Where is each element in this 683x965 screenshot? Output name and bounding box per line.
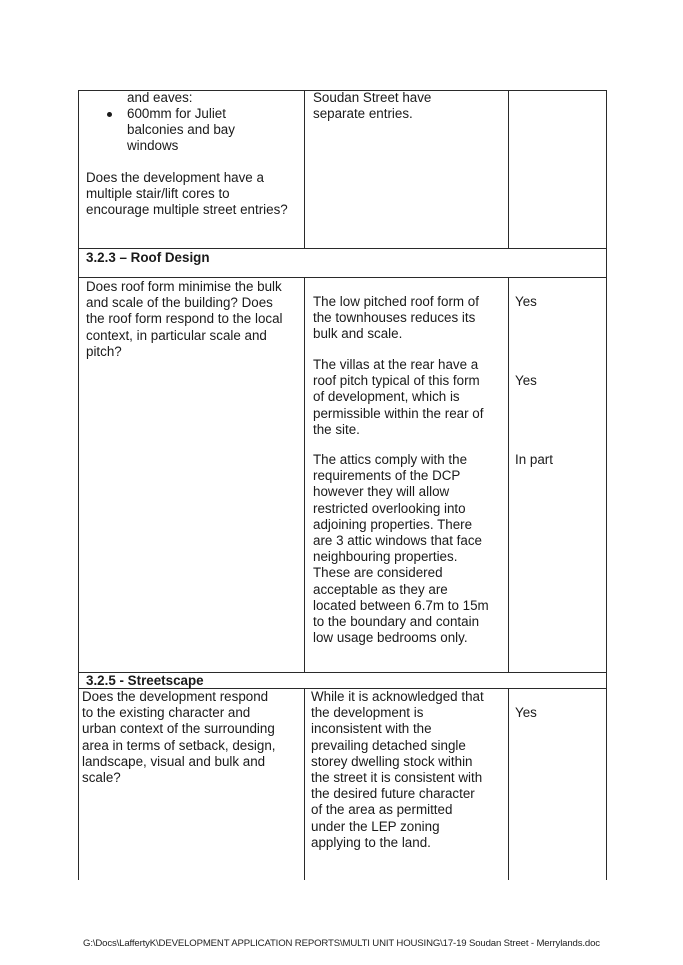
row-divider-2 — [78, 277, 607, 278]
column-divider-2b — [508, 277, 509, 673]
column-divider-2a — [508, 90, 509, 248]
column-divider-1b — [304, 277, 305, 673]
streetscape-comment: While it is acknowledged that the development is inconsistent with the prevailing detached single storey dwelling stock within the street it is consistent with the desired future character of the area as permitted under the LEP zoning applying to the land. — [311, 689, 484, 850]
table-border-right — [606, 90, 607, 880]
column-divider-1c — [304, 688, 305, 880]
top-row-col1-bullet: 600mm for Juliet balconies and bay windows — [127, 106, 235, 154]
section-heading-roof-design: 3.2.3 – Roof Design — [86, 250, 210, 265]
top-row-col1-question: Does the development have a multiple stair/lift cores to encourage multiple street entries? — [86, 170, 288, 218]
roof-status-2: Yes — [515, 373, 537, 388]
roof-question: Does roof form minimise the bulk and scale of the building? Does the roof form respond to the local context, in particular scale and pitch? — [86, 279, 283, 359]
roof-status-3: In part — [515, 452, 553, 467]
roof-comment-3: The attics comply with the requirements of the DCP however they will allow restricted overlooking into adjoining properties. There are 3 attic windows that face neighbouring properties. These are considered acceptable as they are located between 6.7m to 15m to the boundary and contain low usage bedrooms only. — [313, 452, 489, 646]
column-divider-1a — [304, 90, 305, 248]
footer-file-path: G:\Docs\LaffertyK\DEVELOPMENT APPLICATION REPORTS\MULTI UNIT HOUSING\17-19 Soudan Street - Merrylands.doc — [83, 938, 600, 949]
roof-comment-2: The villas at the rear have a roof pitch typical of this form of development, which is permissible within the rear of the site. — [313, 357, 484, 437]
roof-status-1: Yes — [515, 294, 537, 309]
table-border-left — [78, 90, 79, 880]
streetscape-status: Yes — [515, 705, 537, 720]
top-row-col1-line1: and eaves: — [127, 90, 193, 105]
section-heading-streetscape: 3.2.5 - Streetscape — [86, 673, 204, 688]
roof-comment-1: The low pitched roof form of the townhouses reduces its bulk and scale. — [313, 294, 479, 342]
bullet-icon — [107, 112, 112, 117]
column-divider-2c — [508, 688, 509, 880]
row-divider-1 — [78, 248, 607, 249]
streetscape-question: Does the development respond to the existing character and urban context of the surrounding area in terms of setback, design, landscape, visual and bulk and scale? — [82, 689, 276, 786]
top-row-col2: Soudan Street have separate entries. — [313, 90, 432, 122]
